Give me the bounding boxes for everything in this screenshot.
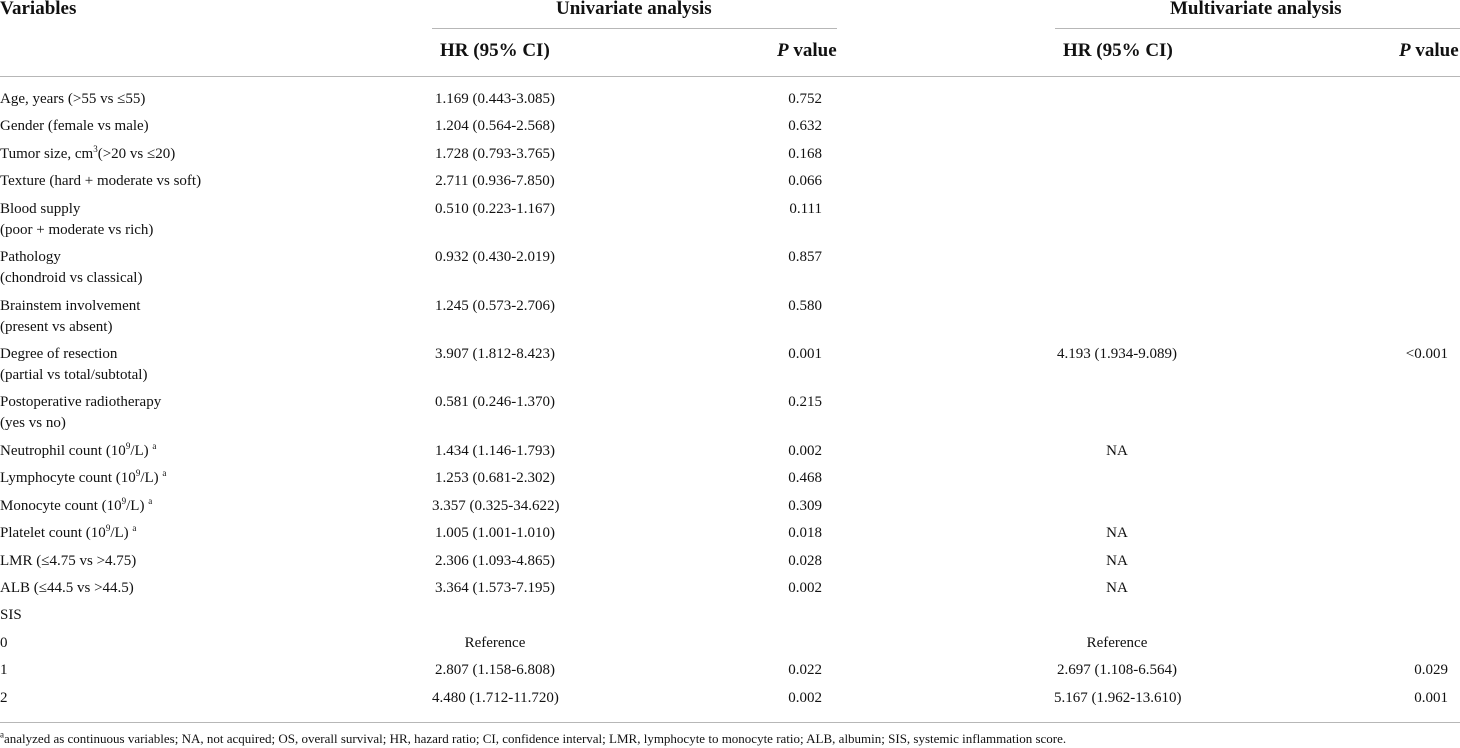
variable-text: Gender (female vs male)	[0, 118, 149, 134]
variable-text: Postoperative radiotherapy	[0, 394, 162, 410]
variable-suffix: /L)	[110, 525, 133, 541]
row-variable	[0, 688, 8, 709]
row-variable	[0, 247, 142, 289]
variable-name	[0, 688, 8, 709]
univariate-p-cell: 0.632	[788, 118, 822, 134]
header-bottom-rule	[0, 76, 1460, 77]
variable-name	[0, 605, 22, 626]
variable-text: Age, years (>55 vs ≤55)	[0, 91, 146, 107]
row-variable	[0, 296, 140, 338]
header-variables: Variables	[0, 0, 77, 19]
variable-text: (partial vs total/subtotal)	[0, 367, 148, 383]
univariate-hr-cell: 4.480 (1.712-11.720)	[432, 690, 559, 706]
univariate-p-cell: 0.215	[788, 394, 822, 410]
header-multivariate: Multivariate analysis	[1170, 0, 1342, 19]
variable-text: Monocyte count (10	[0, 498, 122, 514]
variable-text: 2	[0, 690, 8, 706]
multivariate-hr-cell: 2.697 (1.108-6.564)	[1057, 662, 1177, 678]
row-variable	[0, 392, 161, 434]
row-variable	[0, 633, 8, 654]
variable-name	[0, 199, 153, 220]
univariate-p-cell: 0.028	[788, 553, 822, 569]
variable-suffix: /L)	[130, 443, 153, 459]
variable-name	[0, 496, 152, 517]
footnote-marker: a	[148, 496, 153, 506]
univariate-p-cell: 0.752	[788, 91, 822, 107]
univariate-p-cell: 0.002	[788, 443, 822, 459]
multivariate-hr-cell: NA	[1106, 580, 1128, 596]
multivariate-p-cell: <0.001	[1405, 346, 1448, 362]
univariate-hr-cell: 1.728 (0.793-3.765)	[435, 146, 555, 162]
variable-text: LMR (≤4.75 vs >4.75)	[0, 553, 137, 569]
variable-name	[0, 144, 175, 165]
univariate-hr-cell: 2.807 (1.158-6.808)	[435, 662, 555, 678]
univariate-hr-cell: 1.434 (1.146-1.793)	[435, 443, 555, 459]
multivariate-underline	[1055, 28, 1460, 29]
variable-suffix: /L)	[126, 498, 149, 514]
univariate-p-cell: 0.857	[788, 249, 822, 265]
footnote-marker: a	[162, 468, 167, 478]
univariate-p-cell: 0.018	[788, 525, 822, 541]
variable-name	[0, 578, 134, 599]
univariate-p-cell: 0.001	[788, 346, 822, 362]
univariate-hr-cell: 2.711 (0.936-7.850)	[435, 173, 555, 189]
variable-comparison	[0, 413, 161, 434]
univariate-hr-cell: 3.364 (1.573-7.195)	[435, 580, 555, 596]
row-variable	[0, 344, 147, 386]
unit-superscript: 9	[135, 468, 141, 478]
variable-text: Degree of resection	[0, 346, 118, 362]
univariate-hr-cell: 3.907 (1.812-8.423)	[435, 346, 555, 362]
multivariate-hr-cell: NA	[1106, 443, 1128, 459]
row-variable	[0, 468, 166, 489]
univariate-hr-cell: 0.510 (0.223-1.167)	[435, 201, 555, 217]
variable-comparison	[0, 317, 140, 338]
univariate-p-cell: 0.468	[788, 470, 822, 486]
variable-text: (present vs absent)	[0, 319, 113, 335]
univariate-hr-cell: 1.005 (1.001-1.010)	[435, 525, 555, 541]
variable-name	[0, 633, 8, 654]
variable-text: Neutrophil count (10	[0, 443, 126, 459]
variable-text: Platelet count (10	[0, 525, 106, 541]
footnote-marker: a	[132, 523, 137, 533]
variable-text: (poor + moderate vs rich)	[0, 222, 154, 238]
variable-name	[0, 344, 147, 365]
multivariate-p-cell: 0.029	[1414, 662, 1448, 678]
variable-name	[0, 116, 149, 137]
variable-name	[0, 392, 161, 413]
table-footnote: $^a$analyzed as continuous variables; NA, not acquired; OS, overall survival; HR, hazard ratio; CI, confidence interval; LMR, lymphocyte to monocyte ratio; ALB, albumin; SIS, systemic inflammation score.	[0, 729, 1067, 746]
row-variable	[0, 441, 156, 462]
variable-name	[0, 523, 136, 544]
row-variable	[0, 199, 153, 241]
univariate-p-cell: 0.168	[788, 146, 822, 162]
row-variable	[0, 144, 175, 165]
variable-name	[0, 247, 142, 268]
unit-superscript: 9	[105, 523, 111, 533]
unit-superscript: 9	[125, 441, 131, 451]
variable-name	[0, 171, 201, 192]
multivariate-p-cell: 0.001	[1414, 690, 1448, 706]
univariate-p-cell: 0.309	[788, 498, 822, 514]
variable-text: 1	[0, 662, 8, 678]
variable-name	[0, 89, 145, 110]
univariate-hr-cell: 1.169 (0.443-3.085)	[435, 91, 555, 107]
multivariate-hr-cell: NA	[1106, 553, 1128, 569]
footnote-marker: a	[152, 441, 157, 451]
univariate-p-cell: 0.066	[788, 173, 822, 189]
univariate-hr-cell: 2.306 (1.093-4.865)	[435, 553, 555, 569]
row-variable	[0, 116, 149, 137]
header-multivariate-hr: HR (95% CI)	[1063, 40, 1173, 61]
multivariate-hr-cell: Reference	[1086, 635, 1148, 651]
variable-name	[0, 296, 140, 317]
row-variable	[0, 171, 201, 192]
header-univariate-p: P value	[777, 40, 837, 61]
row-variable	[0, 551, 136, 572]
variable-name	[0, 441, 156, 462]
header-multivariate-p: P value	[1399, 40, 1459, 61]
row-variable	[0, 605, 22, 626]
variable-text: Pathology	[0, 249, 61, 265]
variable-text: (chondroid vs classical)	[0, 270, 143, 286]
univariate-p-cell: 0.111	[789, 201, 822, 217]
variable-name	[0, 468, 166, 489]
univariate-hr-cell: 1.253 (0.681-2.302)	[435, 470, 555, 486]
univariate-p-cell: 0.580	[788, 298, 822, 314]
multivariate-hr-cell: 5.167 (1.962-13.610)	[1054, 690, 1182, 706]
row-variable	[0, 496, 152, 517]
variable-comparison	[0, 365, 147, 386]
row-variable	[0, 523, 136, 544]
row-variable	[0, 578, 134, 599]
header-univariate: Univariate analysis	[556, 0, 712, 19]
header-univariate-hr: HR (95% CI)	[440, 40, 550, 61]
variable-text: 0	[0, 635, 8, 651]
multivariate-hr-cell: 4.193 (1.934-9.089)	[1057, 346, 1177, 362]
variable-comparison	[0, 220, 153, 241]
univariate-hr-cell: 1.245 (0.573-2.706)	[435, 298, 555, 314]
variable-suffix: (>20 vs ≤20)	[97, 146, 176, 162]
table-bottom-rule	[0, 722, 1460, 723]
variable-text: Blood supply	[0, 201, 81, 217]
variable-name	[0, 551, 136, 572]
univariate-hr-cell: Reference	[464, 635, 526, 651]
variable-text: Texture (hard + moderate vs soft)	[0, 173, 202, 189]
univariate-hr-cell: 0.581 (0.246-1.370)	[435, 394, 555, 410]
univariate-p-cell: 0.002	[788, 690, 822, 706]
univariate-underline	[432, 28, 837, 29]
unit-superscript: 3	[93, 144, 98, 154]
univariate-p-cell: 0.002	[788, 580, 822, 596]
univariate-hr-cell: 3.357 (0.325-34.622)	[432, 498, 560, 514]
unit-superscript: 9	[121, 496, 127, 506]
variable-text: SIS	[0, 607, 22, 623]
row-variable	[0, 660, 8, 681]
variable-text: ALB (≤44.5 vs >44.5)	[0, 580, 134, 596]
multivariate-hr-cell: NA	[1106, 525, 1128, 541]
variable-text: Tumor size, cm	[0, 146, 94, 162]
univariate-p-cell: 0.022	[788, 662, 822, 678]
univariate-hr-cell: 1.204 (0.564-2.568)	[435, 118, 555, 134]
variable-name	[0, 660, 8, 681]
variable-text: Lymphocyte count (10	[0, 470, 136, 486]
variable-text: (yes vs no)	[0, 415, 66, 431]
variable-suffix: /L)	[140, 470, 163, 486]
univariate-hr-cell: 0.932 (0.430-2.019)	[435, 249, 555, 265]
variable-comparison	[0, 268, 142, 289]
row-variable	[0, 89, 145, 110]
variable-text: Brainstem involvement	[0, 298, 141, 314]
